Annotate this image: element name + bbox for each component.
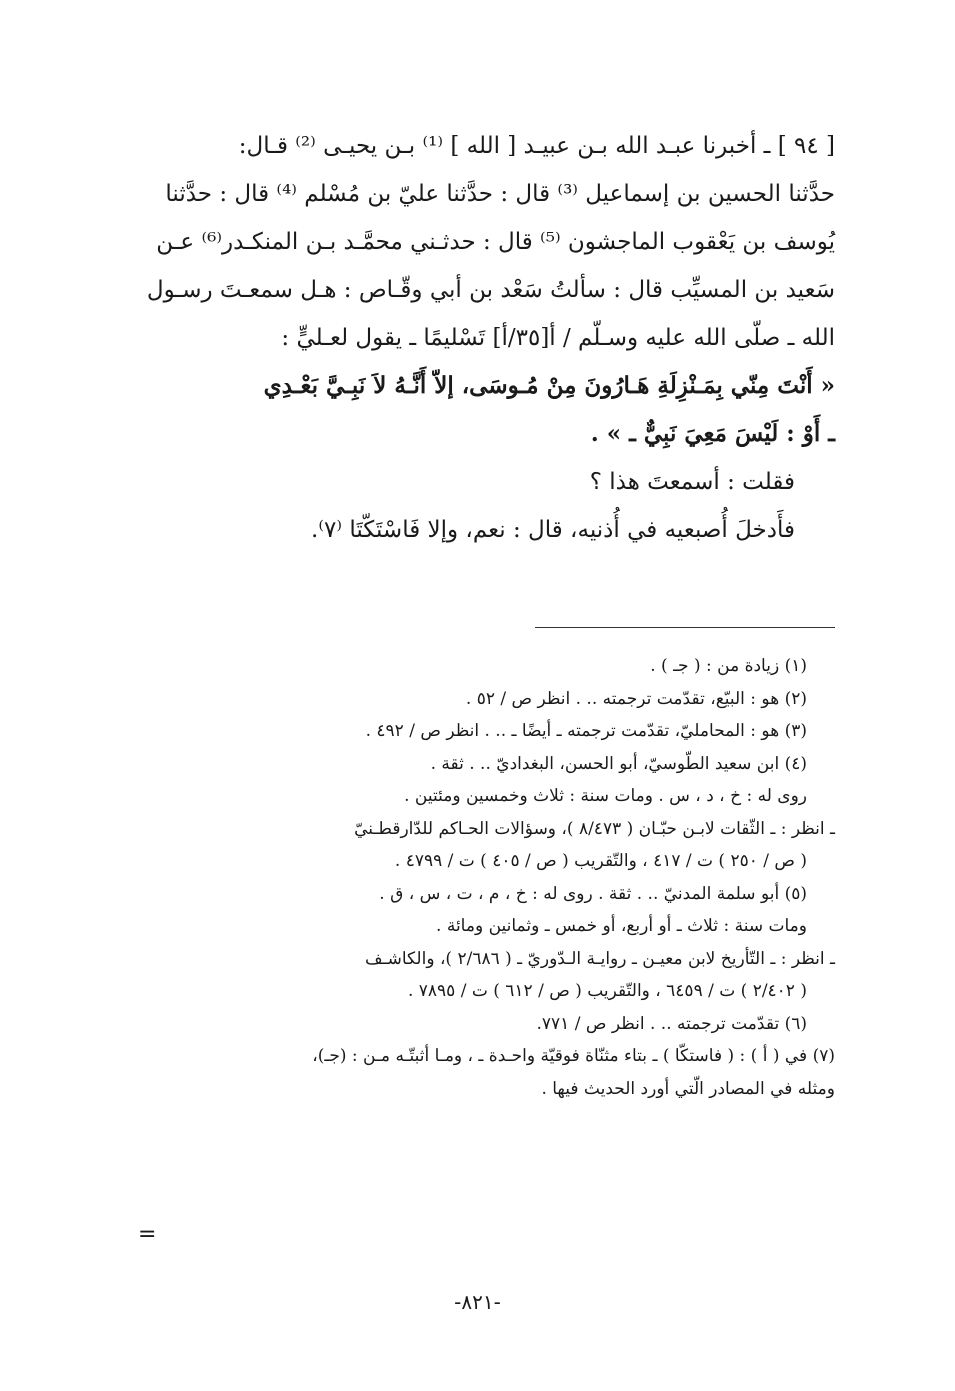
continuation-mark: = [138,1222,157,1247]
footnote-line: ومات سنة : ثلاث ـ أو أربع، أو خمس ـ وثمانين ومائة . [436,916,807,936]
footnote-line: ( ص / ٢٥٠ ) ت / ٤١٧ ، والتّقريب ( ص / ٤٠٥ ) ت / ٤٧٩٩ . [394,851,807,871]
footnote-line: ( ٢/٤٠٢ ) ت / ٦٤٥٩ ، والتّقريب ( ص / ٦١٢ ) ت / ٧٨٩٥ . [407,981,807,1001]
footnote-line: (٦) تقدّمت ترجمته .. . انظر ص / ٧٧١. [536,1013,807,1034]
main-line: [ ٩٤ ] ـ أخبرنا عبـد الله بـن عبيـد [ الله ] ⁽¹⁾ بـن يحيـى ⁽²⁾ قـال: [238,133,835,159]
question-line: فقلت : أسمعتَ هذا ؟ [589,469,795,495]
hadith-line: ـ أَوْ : لَيْسَ مَعِيَ نَبِيٌّ ـ » . [590,420,835,447]
main-line: سَعيد بن المسيِّب قال : سألتُ سَعْد بن أبي وقّـاص : هـل سمعـتَ رسـول [146,277,835,303]
footnote-line: ـ انظر : ـ التّأريخ لابن معيـن ـ روايـة الـدّوريّ ـ ( ٢/٦٨٦ )، والكاشـف [365,948,835,969]
footnote-line: (٥) أبو سلمة المدنيّ .. . ثقة . روى له : خ ، م ، ت ، س ، ق . [379,883,807,904]
main-text [130,122,835,554]
main-line: الله ـ صلّى الله عليه وسـلّم / أ[٣٥/أ] تَسْليمًا ـ يقول لعـليٍّ : [281,325,835,351]
hadith-line: « أَنْتَ مِنّي بِمَـنْزِلَةِ هَـارُونَ مِنْ مُـوسَى، إلاّ أَنَّـهُ لاَ نَبِـيَّ بَعْـدِي [263,372,835,399]
footnote-divider [535,627,835,628]
footnote-line: روى له : خ ، د ، س . ومات سنة : ثلاث وخمسين ومئتين . [404,786,807,806]
footnote-line: ومثله في المصادر الّتي أورد الحديث فيها . [541,1078,835,1099]
answer-line: فأَدخلَ أُصبعيه في أُذنيه، قال : نعم، وإلا فَاسْتَكّتَا ⁽٧⁾. [311,517,795,543]
footnotes [130,650,835,1105]
footnote-line: ـ انظر : ـ الثّقات لابـن حبّـان ( ٨/٤٧٣ )، وسؤالات الحـاكم للدّارقطـنيّ [354,818,835,839]
page-number: -٨٢١- [454,1290,501,1314]
footnote-line: (٤) ابن سعيد الطّوسيّ، أبو الحسن، البغداديّ .. . ثقة . [430,753,807,774]
footnote-line: (٧) في ( أ ) : ( فاستكّا ) ـ بتاء مثنّاة فوقيّة واحـدة ـ ، ومـا أثبتّـه مـن : (جـ)، [312,1046,835,1066]
footnote-line: (٣) هو : المحامليّ، تقدّمت ترجمته ـ أيضًا ـ .. . انظر ص / ٤٩٢ . [365,721,807,741]
footnote-line: (٢) هو : البيّع، تقدّمت ترجمته .. . انظر ص / ٥٢ . [465,688,807,709]
main-line: حدَّثنا الحسين بن إسماعيل ⁽³⁾ قال : حدَّثنا عليّ بن مُسْلم ⁽⁴⁾ قال : حدَّثنا [165,181,835,207]
footnote-line: (١) زيادة من : ( جـ ) . [650,656,807,676]
main-line: يُوسف بن يَعْقوب الماجشون ⁽⁵⁾ قال : حدثـني محمَّـد بـن المنكـدر⁽⁶⁾ عـن [156,229,835,255]
